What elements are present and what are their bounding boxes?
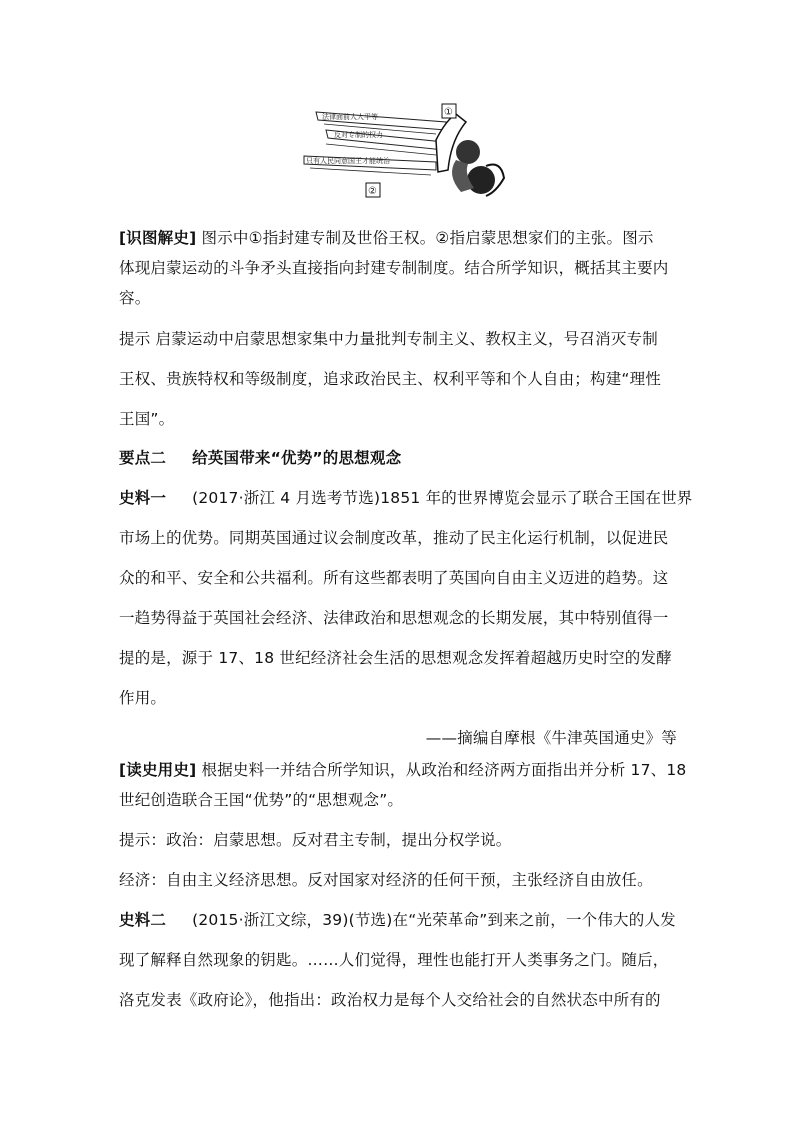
section2-label: 要点二 bbox=[119, 449, 167, 467]
banner-text-2: 反对专制的权力 bbox=[334, 131, 383, 139]
block2-tag: [读史用史] bbox=[119, 761, 197, 779]
source2-label: 史料二 bbox=[119, 911, 167, 929]
source2-text1: (2015·浙江文综，39)(节选)在“光荣革命”到来之前，一个伟大的人发 bbox=[192, 911, 676, 929]
source1-line1 bbox=[119, 486, 693, 508]
hint2-politics: 提示：政治：启蒙思想。反对君主专制，提出分权学说。 bbox=[119, 831, 512, 849]
figure-head bbox=[456, 140, 480, 164]
block2-line1 bbox=[119, 758, 687, 780]
block1-line2: 体现启蒙运动的斗争矛头直接指向封建专制制度。结合所学知识，概括其主要内 bbox=[119, 259, 669, 277]
hint1-line3: 王国”。 bbox=[119, 410, 175, 428]
label-2: ② bbox=[368, 186, 377, 197]
source1-line2: 市场上的优势。同期英国通过议会制度改革，推动了民主化运行机制，以促进民 bbox=[119, 529, 669, 547]
cartoon-illustration bbox=[296, 100, 506, 200]
source1-citation: ——摘编自摩根《牛津英国通史》等 bbox=[425, 729, 677, 747]
source2-line2: 现了解释自然现象的钥匙。……人们觉得，理性也能打开人类事务之门。随后， bbox=[119, 951, 669, 969]
enlightenment-cartoon bbox=[296, 100, 506, 200]
source1-line6: 作用。 bbox=[119, 689, 167, 707]
section2-heading bbox=[119, 446, 677, 468]
banner-text-3: 只有人民同意国王才能统治 bbox=[306, 157, 390, 165]
figure-body bbox=[467, 166, 495, 194]
section2-title: 给英国带来“优势”的思想观念 bbox=[192, 449, 402, 467]
source2-line1 bbox=[119, 908, 677, 930]
source1-label: 史料一 bbox=[119, 489, 167, 507]
source1-line3: 众的和平、安全和公共福利。所有这些都表明了英国向自由主义迈进的趋势。这 bbox=[119, 569, 669, 587]
block1-line3: 容。 bbox=[119, 289, 151, 307]
block2-line2: 世纪创造联合王国“优势”的“思想观念”。 bbox=[119, 791, 404, 809]
hint2-economy: 经济：自由主义经济思想。反对国家对经济的任何干预，主张经济自由放任。 bbox=[119, 871, 653, 889]
source1-text1: (2017·浙江 4 月选考节选)1851 年的世界博览会显示了联合王国在世界 bbox=[192, 489, 693, 507]
block2-text1: 根据史料一并结合所学知识，从政治和经济两方面指出并分析 17、18 bbox=[201, 761, 687, 779]
block1-text1: 图示中①指封建专制及世俗王权。②指启蒙思想家们的主张。图示 bbox=[201, 229, 654, 247]
source1-line4: 一趋势得益于英国社会经济、法律政治和思想观念的长期发展，其中特别值得一 bbox=[119, 609, 669, 627]
hint1-line1: 提示 启蒙运动中启蒙思想家集中力量批判专制主义、教权主义，号召消灭专制 bbox=[119, 330, 658, 348]
label-1: ① bbox=[444, 107, 453, 118]
source1-line5: 提的是，源于 17、18 世纪经济社会生活的思想观念发挥着超越历史时空的发酵 bbox=[119, 649, 672, 667]
hint1-line2: 王权、贵族特权和等级制度，追求政治民主、权利平等和个人自由；构建“理性 bbox=[119, 370, 662, 388]
block1-line1 bbox=[119, 226, 677, 248]
source2-line3: 洛克发表《政府论》，他指出：政治权力是每个人交给社会的自然状态中所有的 bbox=[119, 991, 661, 1009]
banner-text-1: 法律面前人人平等 bbox=[322, 113, 378, 121]
block1-tag: [识图解史] bbox=[119, 229, 197, 247]
